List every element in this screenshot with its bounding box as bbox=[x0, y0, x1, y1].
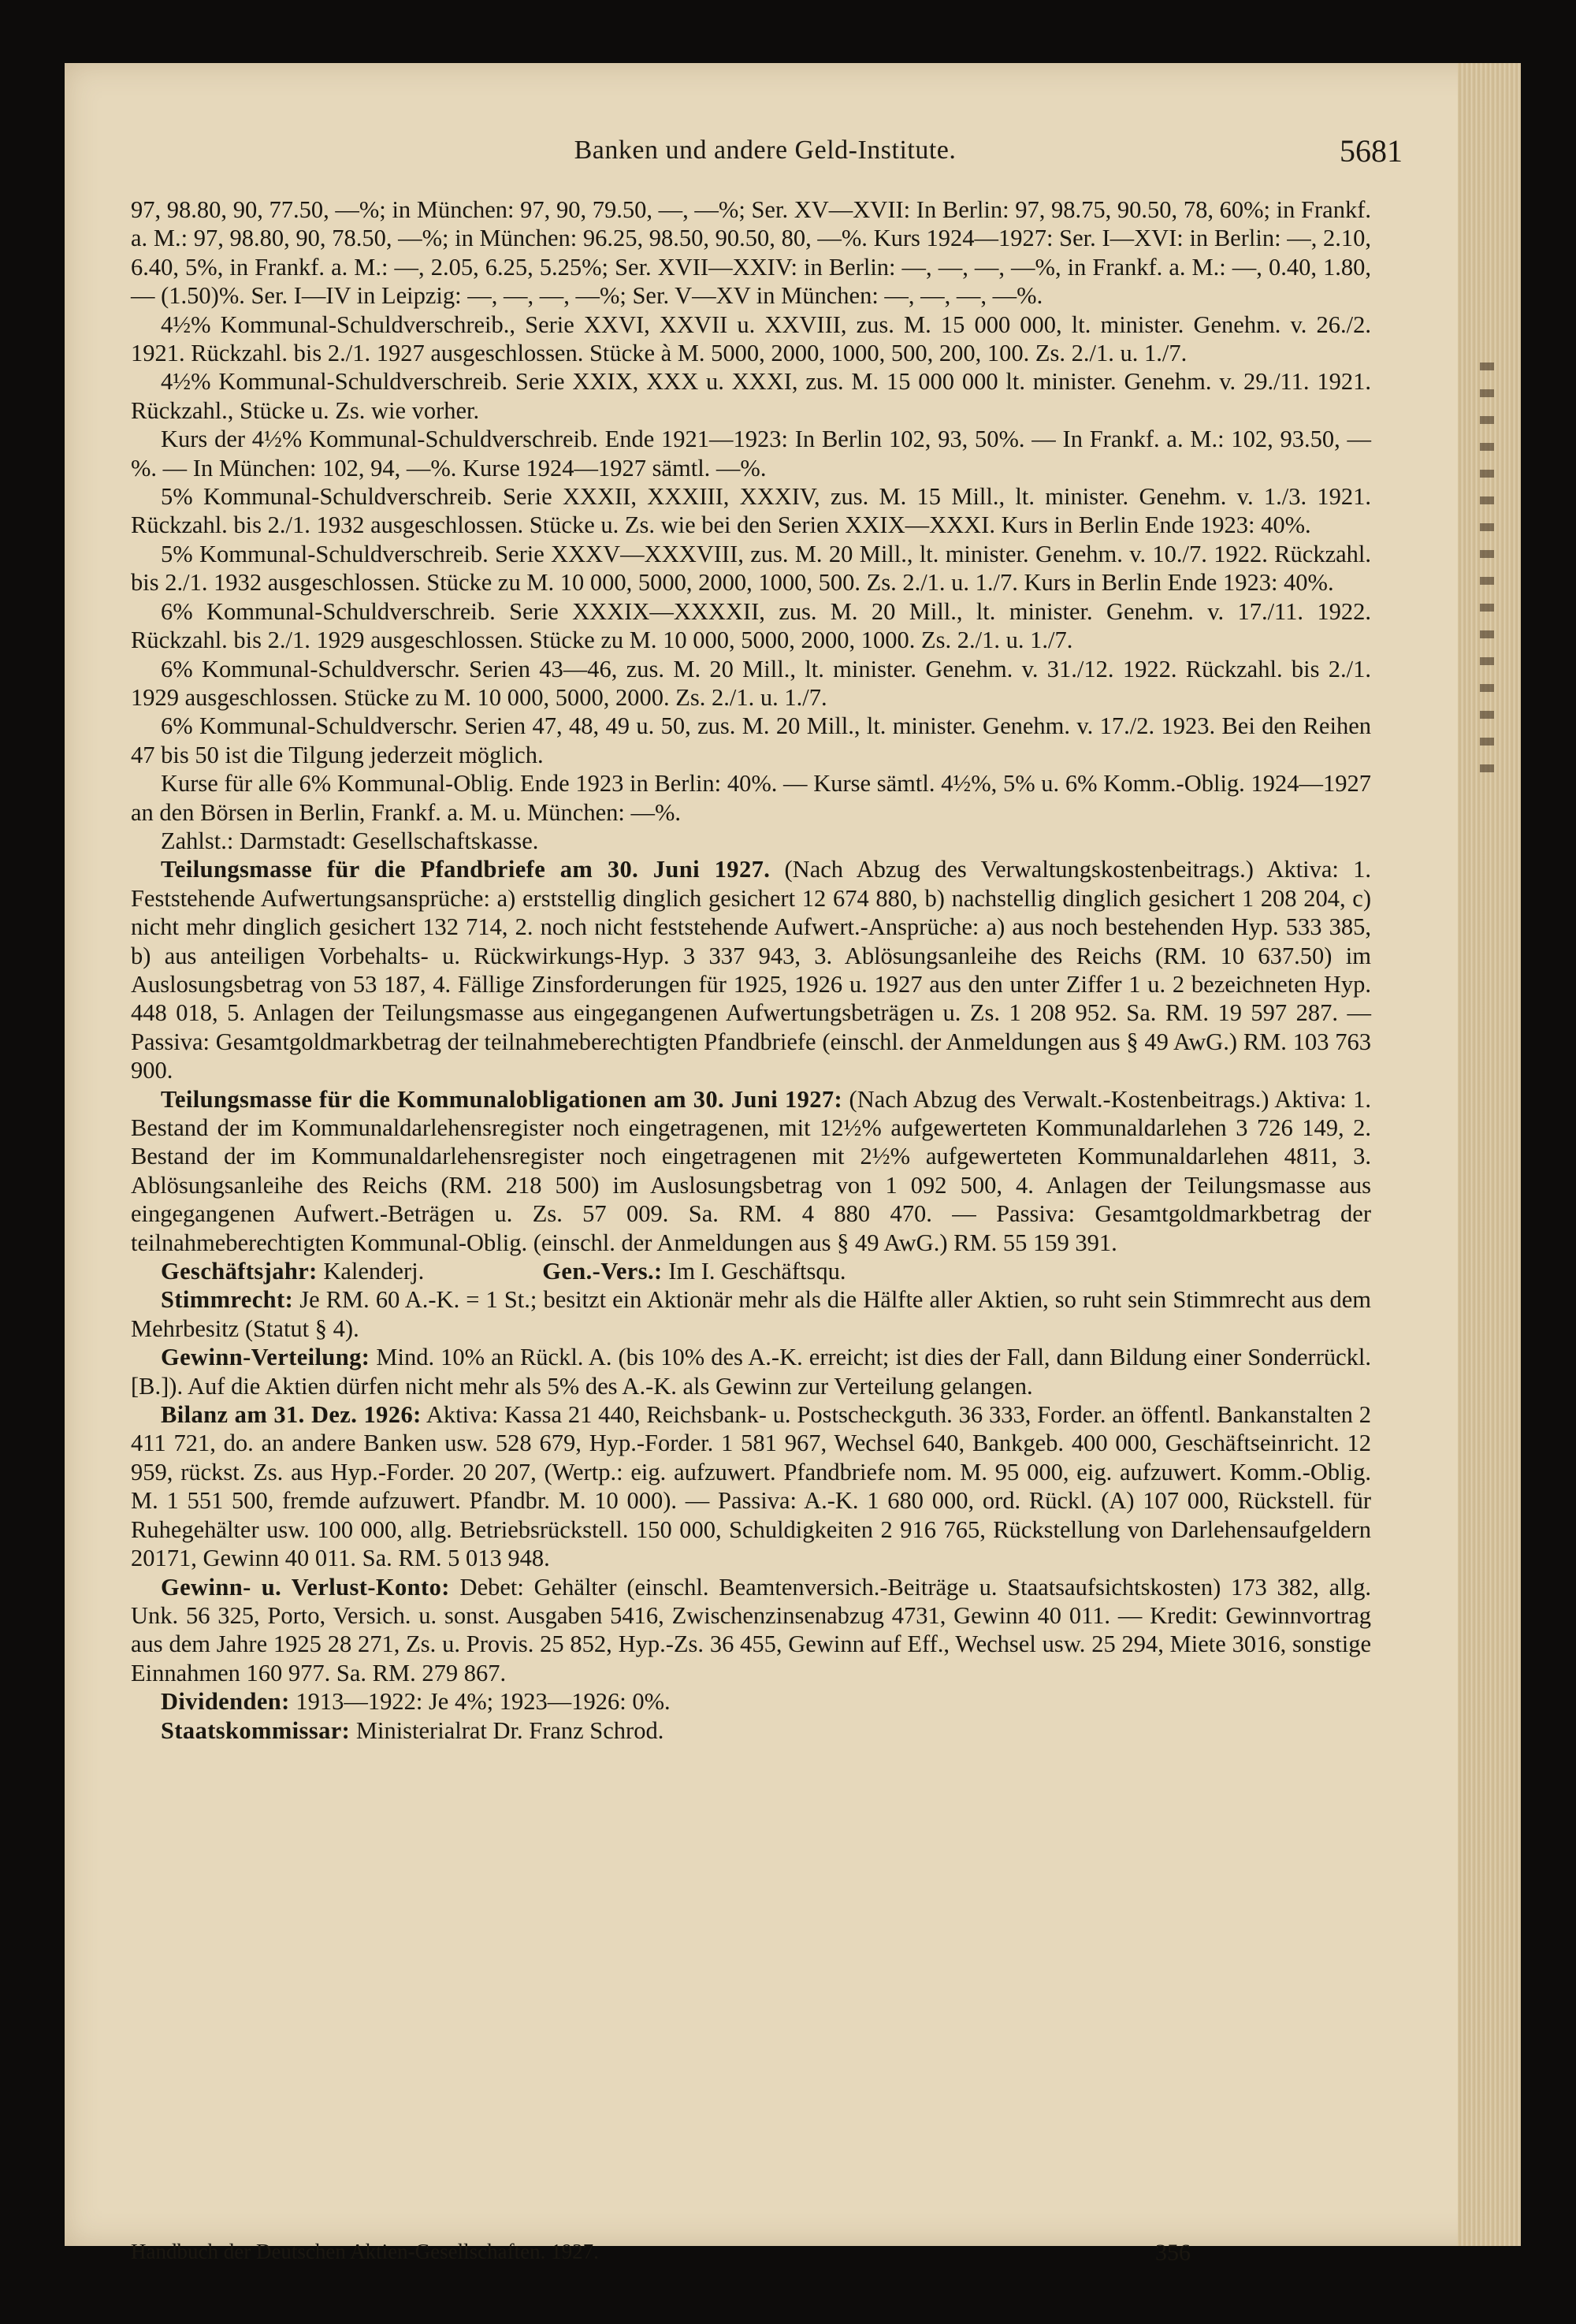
section-text: Je RM. 60 A.-K. = 1 St.; besitzt ein Aktionär mehr als die Hälfte aller Aktien, so ruht sein Stimmrecht aus dem Mehrbesitz (Statut § 4). bbox=[131, 1286, 1371, 1342]
section-dividenden bbox=[131, 1687, 1371, 1716]
section-heading: Geschäftsjahr: bbox=[161, 1258, 318, 1285]
footer-page-number: 356 bbox=[1155, 2240, 1191, 2266]
section-text: Mind. 10% an Rückl. A. (bis 10% des A.-K. erreicht; ist dies der Fall, dann Bildung einer Sonderrückl. [B.]). Auf die Aktien dürfen nicht mehr als 5% des A.-K. als Gewinn zur Verteilung gelangen. bbox=[131, 1344, 1371, 1400]
paragraph: 4½% Kommunal-Schuldverschreib. Serie XXIX, XXX u. XXXI, zus. M. 15 000 000 lt. minister. Genehm. v. 29./11. 1921. Rückzahl., Stücke u. Zs. wie vorher. bbox=[131, 368, 1371, 424]
section-heading: Teilungsmasse für die Kommunalobligationen am 30. Juni 1927: bbox=[161, 1085, 843, 1113]
scanned-page bbox=[65, 63, 1521, 2266]
section-staatskommissar bbox=[131, 1716, 1371, 1745]
section-text: (Nach Abzug des Verwaltungskostenbeitrags.) Aktiva: 1. Feststehende Aufwertungsansprüche: a) erststellig dinglich gesichert 12 674 880, b) nachstellig dinglich gesichert 1 208 204, c) nicht mehr dinglich gesichert 132 714, 2. noch nicht feststehende Aufwert.-Ansprüche: a) aus noch bestehenden Hyp. 533 385, b) aus anteiligen Vorbehalts- u. Rückwirkungs-Hyp. 3 337 943, 3. Ablösungsanleihe des Reichs (RM. 10 637.50) im Auslosungsbetrag von 53 187, 4. Fällige Zinsforderungen für 1925, 1926 u. 1927 aus den unter Ziffer 1 u. 2 bezeichneten Hyp. 448 018, 5. Anlagen der Teilungsmasse aus eingegangenen Aufwertungsbeträgen u. Zs. 1 208 952. Sa. RM. 19 597 287. — Passiva: Gesamtgoldmarkbetrag der teilnahmeberechtigten Pfandbriefe (einschl. der Anmeldungen aus § 49 AwG.) RM. 103 763 900. bbox=[131, 856, 1371, 1084]
section-text: Debet: Gehälter (einschl. Beamtenversich.-Beiträge u. Staatsaufsichtskosten) 173 382, allg. Unk. 56 325, Porto, Versich. u. sonst. Ausgaben 5416, Zwischenzinsenabzug 4731, Gewinn 40 011. — Kredit: Gewinnvortrag aus dem Jahre 1925 28 271, Zs. u. Provis. 25 852, Hyp.-Zs. 36 455, Gewinn auf Eff., Wechsel usw. 25 294, Miete 3016, sonstige Einnahmen 160 977. Sa. RM. 279 867. bbox=[131, 1573, 1371, 1686]
section-bilanz bbox=[131, 1400, 1371, 1572]
paragraph: 5% Kommunal-Schuldverschreib. Serie XXXV—XXXVIII, zus. M. 20 Mill., lt. minister. Genehm. v. 10./7. 1922. Rückzahl. bis 2./1. 1932 ausgeschlossen. Stücke zu M. 10 000, 5000, 2000, 1000, 500. Zs. 2./1. u. 1./7. Kurs in Berlin Ende 1923: 40%. bbox=[131, 540, 1371, 597]
section-text: 1913—1922: Je 4%; 1923—1926: 0%. bbox=[289, 1688, 671, 1716]
section-text: Aktiva: Kassa 21 440, Reichsbank- u. Postscheckguth. 36 333, Forder. an öffentl. Bankanstalten 2 411 721, do. an andere Banken usw. 528 679, Hyp.-Forder. 1 581 967, Wechsel 640, Bankgeb. 400 000, Geschäftseinricht. 12 959, rückst. Zs. aus Hyp.-Forder. 20 207, (Wertp.: eig. aufzuwert. Pfandbriefe nom. M. 95 000, eig. aufzuwert. Komm.-Oblig. M. 1 551 500, fremde aufzuwert. Pfandbr. M. 10 000). — Passiva: A.-K. 1 680 000, ord. Rückl. (A) 107 000, Rückstell. für Ruhegehälter usw. 100 000, allg. Betriebsrückstell. 150 000, Schuldigkeiten 2 916 765, Rückstellung von Darlehensaufgeldern 20171, Gewinn 40 011. Sa. RM. 5 013 948. bbox=[131, 1401, 1371, 1572]
section-text: Ministerialrat Dr. Franz Schrod. bbox=[350, 1716, 664, 1744]
section-geschaeftsjahr bbox=[131, 1257, 1371, 1285]
page-title: Banken und andere Geld-Institute. bbox=[574, 136, 957, 165]
section-text: Kalenderj. bbox=[317, 1258, 425, 1285]
page-edge bbox=[1458, 63, 1521, 2246]
section-pfandbriefe bbox=[131, 855, 1371, 1084]
section-heading: Dividenden: bbox=[161, 1688, 290, 1716]
section-gewinn-verteilung bbox=[131, 1343, 1371, 1400]
section-heading: Stimmrecht: bbox=[161, 1286, 294, 1314]
paragraph: Zahlst.: Darmstadt: Gesellschaftskasse. bbox=[161, 827, 539, 854]
running-header bbox=[128, 133, 1403, 183]
paragraph: Kurs der 4½% Kommunal-Schuldverschreib. Ende 1921—1923: In Berlin 102, 93, 50%. — In Frankf. a. M.: 102, 93.50, —%. — In München: 102, 94, —%. Kurse 1924—1927 sämtl. —%. bbox=[131, 426, 1371, 482]
paragraph: 6% Kommunal-Schuldverschreib. Serie XXXIX—XXXXII, zus. M. 20 Mill., lt. minister. Genehm. v. 17./11. 1922. Rückzahl. bis 2./1. 1929 ausgeschlossen. Stücke zu M. 10 000, 5000, 2000, 1000. Zs. 2./1. u. 1./7. bbox=[131, 597, 1371, 654]
page-body bbox=[131, 195, 1371, 1745]
paragraph: 6% Kommunal-Schuldverschr. Serien 43—46, zus. M. 20 Mill., lt. minister. Genehm. v. 31./12. 1922. Rückzahl. bis 2./1. 1929 ausgeschlossen. Stücke zu M. 10 000, 5000, 2000. Zs. 2./1. u. 1./7. bbox=[131, 655, 1371, 711]
section-kommunalobligationen bbox=[131, 1085, 1371, 1257]
section-gewinn-verlust bbox=[131, 1573, 1371, 1688]
paragraph: 97, 98.80, 90, 77.50, —%; in München: 97, 90, 79.50, —, —%; Ser. XV—XVII: In Berlin: 97, 98.75, 90.50, 78, 60%; in Frankf. a. M.: 97, 98.80, 90, 78.50, —%; in München: 96.25, 98.50, 90.50, 80, —%. Kurs 1924—1927: Ser. I—XVI: in Berlin: —, 2.10, 6.40, 5%, in Frankf. a. M.: —, 2.05, 6.25, 5.25%; Ser. XVII—XXIV: in Berlin: —, —, —, —%, in Frankf. a. M.: —, 0.40, 1.80, — (1.50)%. Ser. I—IV in Leipzig: —, —, —, —%; Ser. V—XV in München: —, —, —, —%. bbox=[131, 196, 1371, 310]
section-heading: Bilanz am 31. Dez. 1926: bbox=[161, 1401, 422, 1429]
footer-source: Handbuch der Deutschen Aktien-Gesellschaften. 1927. bbox=[131, 2240, 599, 2263]
section-heading: Staatskommissar: bbox=[161, 1716, 351, 1744]
section-heading: Teilungsmasse für die Pfandbriefe am 30. Juni 1927. bbox=[161, 856, 771, 883]
section-text: Im I. Geschäftsqu. bbox=[662, 1258, 846, 1285]
section-stimmrecht bbox=[131, 1285, 1371, 1343]
paragraph: 6% Kommunal-Schuldverschr. Serien 47, 48, 49 u. 50, zus. M. 20 Mill., lt. minister. Genehm. v. 17./2. 1923. Bei den Reihen 47 bis 50 ist die Tilgung jederzeit möglich. bbox=[131, 712, 1371, 768]
binding-marks bbox=[1480, 363, 1494, 772]
page-number: 5681 bbox=[1340, 133, 1403, 169]
section-heading: Gen.-Vers.: bbox=[542, 1258, 663, 1285]
section-heading: Gewinn-Verteilung: bbox=[161, 1344, 370, 1371]
paragraph: Kurse für alle 6% Kommunal-Oblig. Ende 1923 in Berlin: 40%. — Kurse sämtl. 4½%, 5% u. 6% Komm.-Oblig. 1924—1927 an den Börsen in Berlin, Frankf. a. M. u. München: —%. bbox=[131, 770, 1371, 826]
paragraph: 5% Kommunal-Schuldverschreib. Serie XXXII, XXXIII, XXXIV, zus. M. 15 Mill., lt. minister. Genehm. v. 1./3. 1921. Rückzahl. bis 2./1. 1932 ausgeschlossen. Stücke u. Zs. wie bei den Serien XXIX—XXXI. Kurs in Berlin Ende 1923: 40%. bbox=[131, 483, 1371, 539]
section-text: (Nach Abzug des Verwalt.-Kostenbeitrags.) Aktiva: 1. Bestand der im Kommunaldarlehensregister noch eingetragenen, mit 12½% aufgewerteten Kommunaldarlehen 3 726 149, 2. Bestand der im Kommunaldarlehensregister noch eingetragenen mit 2½% aufgewerteten Kommunaldarlehen 4811, 3. Ablösungsanleihe des Reichs (RM. 218 500) im Auslosungsbetrag von 1 092 500, 4. Anlagen der Teilungsmasse aus eingegangenen Aufwert.-Beträgen u. Zs. 57 009. Sa. RM. 4 880 470. — Passiva: Gesamtgoldmarkbetrag der teilnahmeberechtigten Kommunal-Oblig. (einschl. der Anmeldungen aus § 49 AwG.) RM. 55 159 391. bbox=[131, 1085, 1371, 1256]
page-footer bbox=[131, 2240, 1371, 2271]
paragraph: 4½% Kommunal-Schuldverschreib., Serie XXVI, XXVII u. XXVIII, zus. M. 15 000 000, lt. minister. Genehm. v. 26./2. 1921. Rückzahl. bis 2./1. 1927 ausgeschlossen. Stücke à M. 5000, 2000, 1000, 500, 200, 100. Zs. 2./1. u. 1./7. bbox=[131, 310, 1371, 367]
section-heading: Gewinn- u. Verlust-Konto: bbox=[161, 1573, 450, 1601]
